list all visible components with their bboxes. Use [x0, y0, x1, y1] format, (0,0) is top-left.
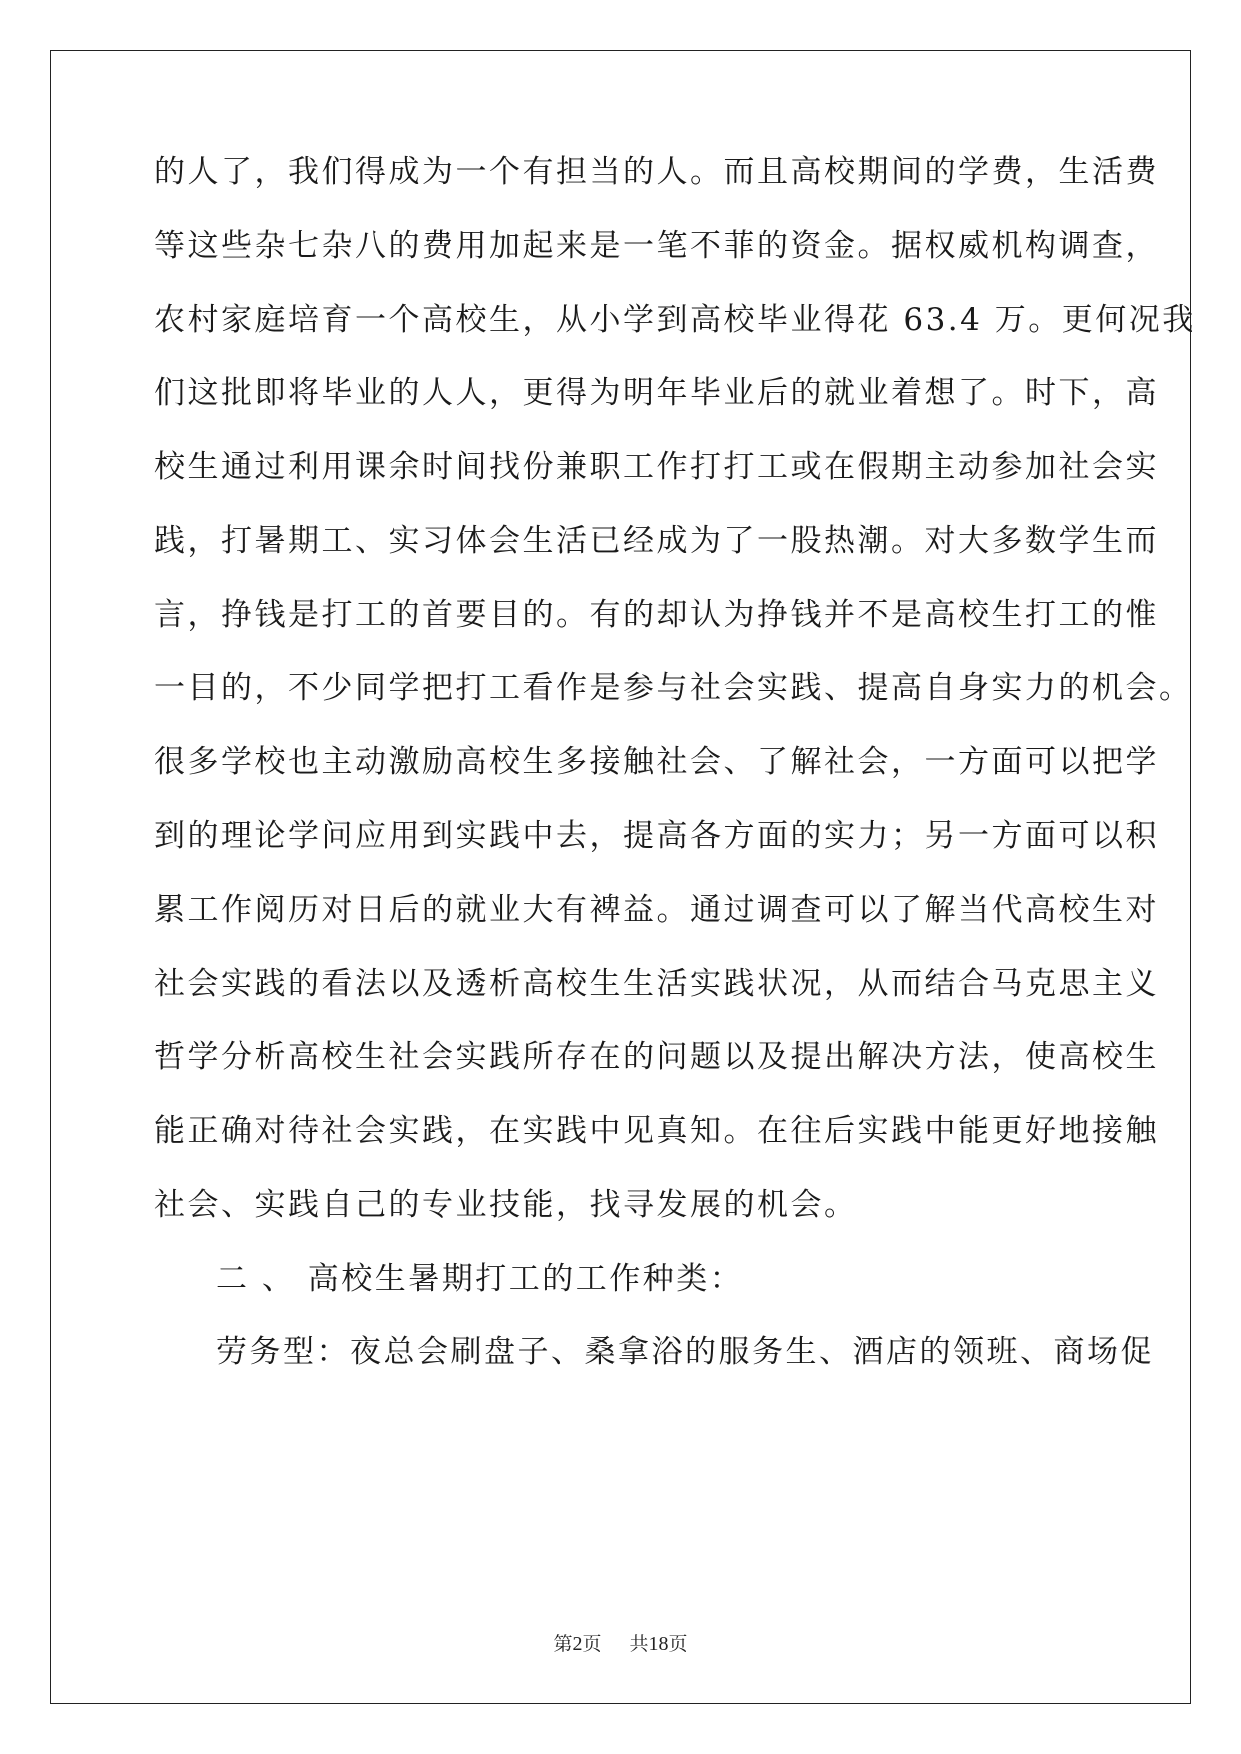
body-text-line: 累工作阅历对日后的就业大有裨益。通过调查可以了解当代高校生对 — [154, 892, 1159, 928]
body-text-line: 到的理论学问应用到实践中去，提高各方面的实力；另一方面可以积 — [154, 818, 1159, 854]
body-text-line: 一目的，不少同学把打工看作是参与社会实践、提高自身实力的机会。 — [154, 670, 1193, 706]
body-text-line: 们这批即将毕业的人人，更得为明年毕业后的就业着想了。时下，高 — [154, 375, 1159, 411]
page-border — [50, 50, 1196, 1704]
body-text-line: 很多学校也主动激励高校生多接触社会、了解社会，一方面可以把学 — [154, 744, 1159, 780]
body-text-line: 社会实践的看法以及透析高校生生活实践状况，从而结合马克思主义 — [154, 966, 1159, 1002]
body-text-line: 等这些杂七杂八的费用加起来是一笔不菲的资金。据权威机构调查， — [154, 228, 1159, 264]
page-number: 2 — [572, 1633, 583, 1655]
body-text-line: 能正确对待社会实践，在实践中见真知。在往后实践中能更好地接触 — [154, 1113, 1159, 1149]
section-heading: 二 、 高校生暑期打工的工作种类： — [216, 1261, 744, 1297]
body-text-line: 哲学分析高校生社会实践所存在的问题以及提出解决方法，使高校生 — [154, 1039, 1159, 1075]
page-footer — [0, 1632, 1241, 1656]
body-text-line: 农村家庭培育一个高校生，从小学到高校毕业得花 63.4 万。更何况我 — [154, 302, 1196, 338]
page-indicator: 第2页 — [553, 1633, 602, 1655]
total-pages: 共18页 — [629, 1633, 688, 1655]
body-text-line: 践，打暑期工、实习体会生活已经成为了一股热潮。对大多数学生而 — [154, 523, 1159, 559]
body-text-line: 的人了，我们得成为一个有担当的人。而且高校期间的学费，生活费 — [154, 154, 1159, 190]
body-text-line: 言，挣钱是打工的首要目的。有的却认为挣钱并不是高校生打工的惟 — [154, 597, 1159, 633]
body-text-line: 校生通过利用课余时间找份兼职工作打打工或在假期主动参加社会实 — [154, 449, 1159, 485]
total-page-count: 18 — [648, 1633, 669, 1655]
body-text-line: 劳务型：夜总会刷盘子、桑拿浴的服务生、酒店的领班、商场促 — [216, 1334, 1154, 1370]
body-text-line: 社会、实践自己的专业技能，找寻发展的机会。 — [154, 1187, 858, 1223]
